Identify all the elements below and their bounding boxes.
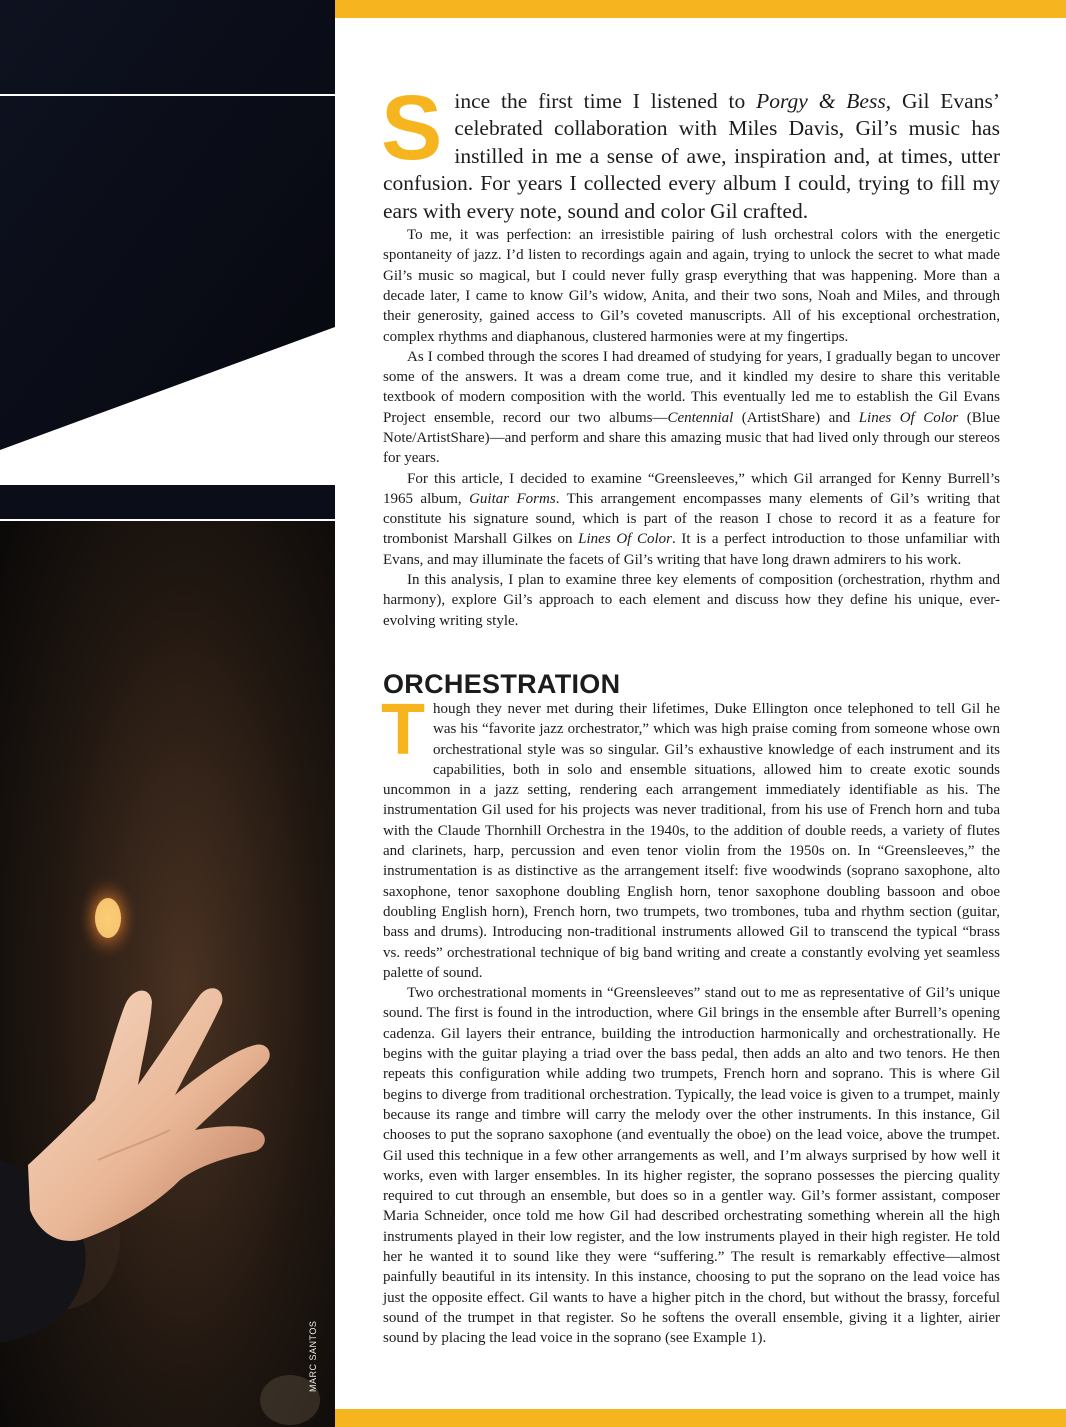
conductor-photo-panel — [0, 0, 335, 1427]
top-accent-bar — [335, 0, 1066, 18]
paragraph: To me, it was perfection: an irresistible pairing of lush orchestral colors with the energetic spontaneity of jazz. I’d listen to recordings again and again, trying to unlock the secret to what made Gil’s music so magical, but I could never fully grasp everything that was happening. More than a decade later, I came to know Gil’s widow, Anita, and their two sons, Noah and Miles, and through their generosity, gained access to Gil’s coveted manuscripts. All of his exceptional orchestration, complex rhythms and diaphanous, clustered harmonies were at my fingertips. — [383, 227, 1000, 345]
paragraph: In this analysis, I plan to examine three key elements of composition (orchestration, rhythm and harmony), explore Gil’s approach to each element and discuss how they define his unique, ever-evolving writing style. — [383, 572, 1000, 629]
drop-cap-t: T — [381, 689, 425, 770]
lead-paragraph: Since the first time I listened to Porgy & Bess, Gil Evans’ celebrated collaboration with Miles Davis, Gil’s music has instilled in me a sense of awe, inspiration and, at times, utter confusion. For years I collected every album I could, trying to fill my ears with every note, sound and color Gil crafted. — [381, 77, 1000, 223]
article-body — [381, 77, 1001, 1348]
photo-credit: MARC SANTOS — [308, 1320, 318, 1392]
album-title: Porgy & Bess — [756, 89, 886, 113]
album-title: Guitar Forms — [469, 490, 556, 507]
album-title: Lines Of Color — [578, 531, 673, 548]
paragraph: For this article, I decided to examine “Greensleeves,” which Gil arranged for Kenny Burrell’s 1965 album, Guitar Forms. This arrangement encompasses many elements of Gil’s writing that constitute his signature sound, which is part of the reason I chose to record it as a feature for trombonist Marshall Gilkes on Lines Of Color. It is a perfect introduction to those unfamiliar with Evans, and may illuminate the facets of Gil’s writing that have long drawn admirers to his work. — [383, 470, 1000, 568]
section-paragraph: Two orchestrational moments in “Greensleeves” stand out to me as representative of Gil’s unique sound. The first is found in the introduction, where Gil brings in the ensemble after Burrell’s opening cadenza. Gil layers their entrance, building the introduction harmonically and orchestrationally. He begins with the guitar playing a triad over the bass pedal, then adds an alto and two tenors. He then repeats this configuration while adding two trumpets, French horn and soprano. This is where Gil begins to diverge from traditional orchestration. Typically, the lead voice is given to a trumpet, mainly because its range and timbre will carry the melody over the other instruments. In this instance, Gil chooses to put the soprano saxophone (and eventually the oboe) on the lead voice, above the trumpet. Gil used this technique in a few other arrangements as well, and I’m always surprised by how well it works, even with larger ensembles. In its higher register, the soprano possesses the piercing quality required to cut through an ensemble, but does so in a gentler way. Gil’s former assistant, composer Maria Schneider, once told me how Gil had described orchestrating something wherein all the high instruments played in their low register, and the low instruments played in their high register. He told her he wanted it to sound like they were “suffering.” The result is remarkably effective—almost painfully beautiful in its intensity. In this instance, choosing to put the soprano on the lead voice has just the opposite effect. Gil wants to have a higher pitch in the chord, but without the brassy, forceful sound of the trumpet in that register. So he softens the overall ensemble, giving it a lighter, airier sound by placing the lead voice in the soprano (see Example 1). — [383, 985, 1000, 1347]
section-paragraph: Though they never met during their lifetimes, Duke Ellington once telephoned to tell Gil he was his “favorite jazz orchestrator,” which was high praise coming from someone whose own orchestrational style was so singular. Gil’s exhaustive knowledge of each instrument and its capabilities, both in solo and ensemble situations, allowed him to create exotic sounds uncommon in a jazz setting, rendering each arrangement immediately identifiable as his. The instrumentation Gil used for his projects was never traditional, from his use of French horn and tuba with the Claude Thornhill Orchestra in the 1940s, to the addition of double reeds, a variety of flutes and clarinets, harp, percussion and even tenor violin from the 1950s on. In “Greensleeves,” the instrumentation is as distinctive as the arrangement itself: five woodwinds (soprano saxophone, alto saxophone, tenor saxophone doubling English horn, tenor saxophone doubling bassoon and oboe doubling English horn), French horn, two trumpets, two trombones, tuba and rhythm section (guitar, bass and drums). Introducing non-traditional instruments allowed Gil to transcend the typical “brass vs. reeds” orchestrational technique of big band writing and create a constantly evolving yet seamless palette of sound. — [381, 689, 1000, 981]
album-title: Centennial — [667, 409, 734, 426]
paragraph: As I combed through the scores I had dreamed of studying for years, I gradually began to uncover some of the answers. It was a dream come true, and it kindled my desire to share this veritable textbook of modern composition with the world. This eventually led me to establish the Gil Evans Project ensemble, record our two albums—Centennial (ArtistShare) and Lines Of Color (Blue Note/ArtistShare)—and perform and share this amazing music that had lived only through our stereos for years. — [383, 348, 1001, 467]
section-heading: ORCHESTRATION — [383, 668, 621, 699]
conductor-hand-photo — [0, 0, 335, 1427]
album-title: Lines Of Color — [858, 409, 959, 426]
bottom-accent-bar — [335, 1409, 1066, 1427]
drop-cap-s: S — [381, 77, 443, 179]
